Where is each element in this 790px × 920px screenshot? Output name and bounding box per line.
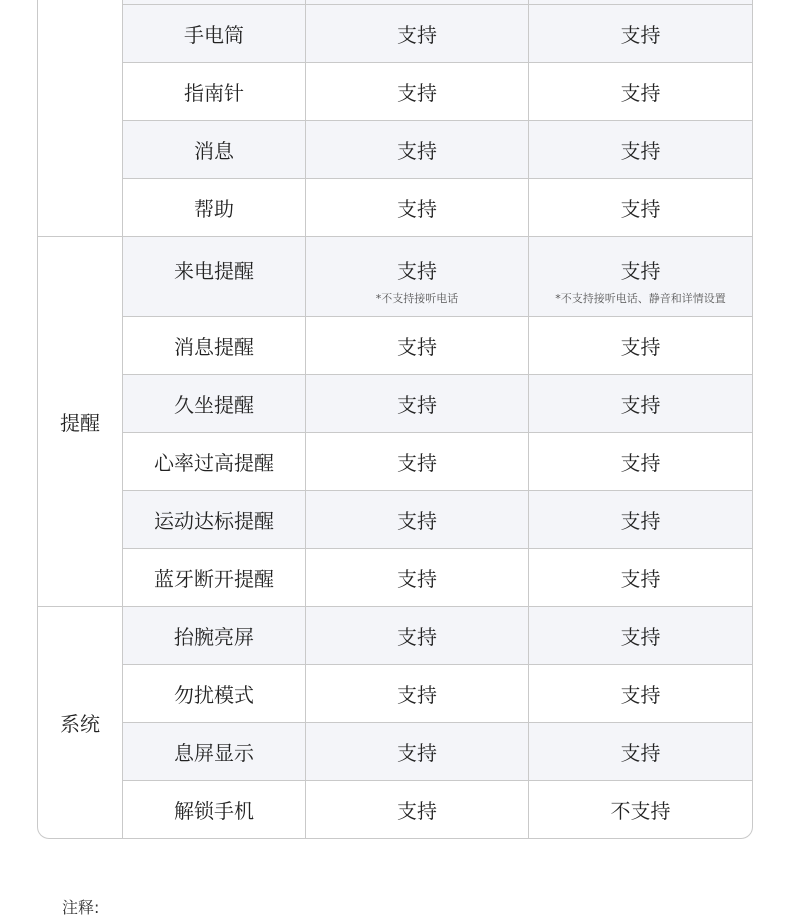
feature-cell: 抬腕亮屏 (123, 606, 306, 664)
support-value: 支持 (397, 259, 437, 283)
support-cell: 支持 (306, 490, 529, 548)
support-footnote: *不支持接听电话 (375, 292, 459, 305)
support-cell: 支持 (529, 606, 752, 664)
support-cell: 支持 (529, 120, 752, 178)
support-cell: 支持 (529, 178, 752, 236)
support-cell: 支持 (306, 548, 529, 606)
group-label (38, 0, 123, 236)
feature-cell: 息屏显示 (123, 722, 306, 780)
support-cell: 支持 (529, 62, 752, 120)
feature-cell: 消息提醒 (123, 316, 306, 374)
support-cell: 支持 (529, 316, 752, 374)
support-cell: 支持 (306, 432, 529, 490)
support-cell: 支持 (306, 316, 529, 374)
feature-cell: 勿扰模式 (123, 664, 306, 722)
support-cell: 支持 (529, 374, 752, 432)
support-cell: 支持 (529, 4, 752, 62)
feature-cell: 指南针 (123, 62, 306, 120)
support-footnote: *不支持接听电话、静音和详情设置 (555, 292, 726, 305)
support-cell: 支持 (529, 664, 752, 722)
support-cell: 不支持 (529, 780, 752, 838)
feature-cell: 消息 (123, 120, 306, 178)
feature-cell: 蓝牙断开提醒 (123, 548, 306, 606)
support-cell: 支持 (306, 4, 529, 62)
support-cell (529, 236, 752, 316)
feature-cell: 心率过高提醒 (123, 432, 306, 490)
support-cell: 支持 (529, 490, 752, 548)
feature-cell: 手电筒 (123, 4, 306, 62)
comparison-grid (38, 0, 752, 838)
support-cell: 支持 (306, 780, 529, 838)
group-label: 提醒 (38, 236, 123, 606)
support-cell: 支持 (529, 432, 752, 490)
support-cell: 支持 (306, 722, 529, 780)
footnote-label: 注释: (62, 898, 100, 917)
support-cell: 支持 (529, 548, 752, 606)
support-cell: 支持 (306, 120, 529, 178)
support-cell (306, 236, 529, 316)
feature-cell (123, 236, 306, 316)
support-cell: 支持 (306, 62, 529, 120)
support-cell: 支持 (529, 722, 752, 780)
group-label: 系统 (38, 606, 123, 838)
feature-cell: 久坐提醒 (123, 374, 306, 432)
comparison-table (37, 0, 753, 839)
support-value: 支持 (620, 259, 661, 283)
support-cell: 支持 (306, 664, 529, 722)
feature-label: 来电提醒 (174, 259, 254, 283)
feature-cell: 运动达标提醒 (123, 490, 306, 548)
feature-cell: 解锁手机 (123, 780, 306, 838)
support-cell: 支持 (306, 374, 529, 432)
support-cell: 支持 (306, 606, 529, 664)
feature-cell: 帮助 (123, 178, 306, 236)
support-cell: 支持 (306, 178, 529, 236)
